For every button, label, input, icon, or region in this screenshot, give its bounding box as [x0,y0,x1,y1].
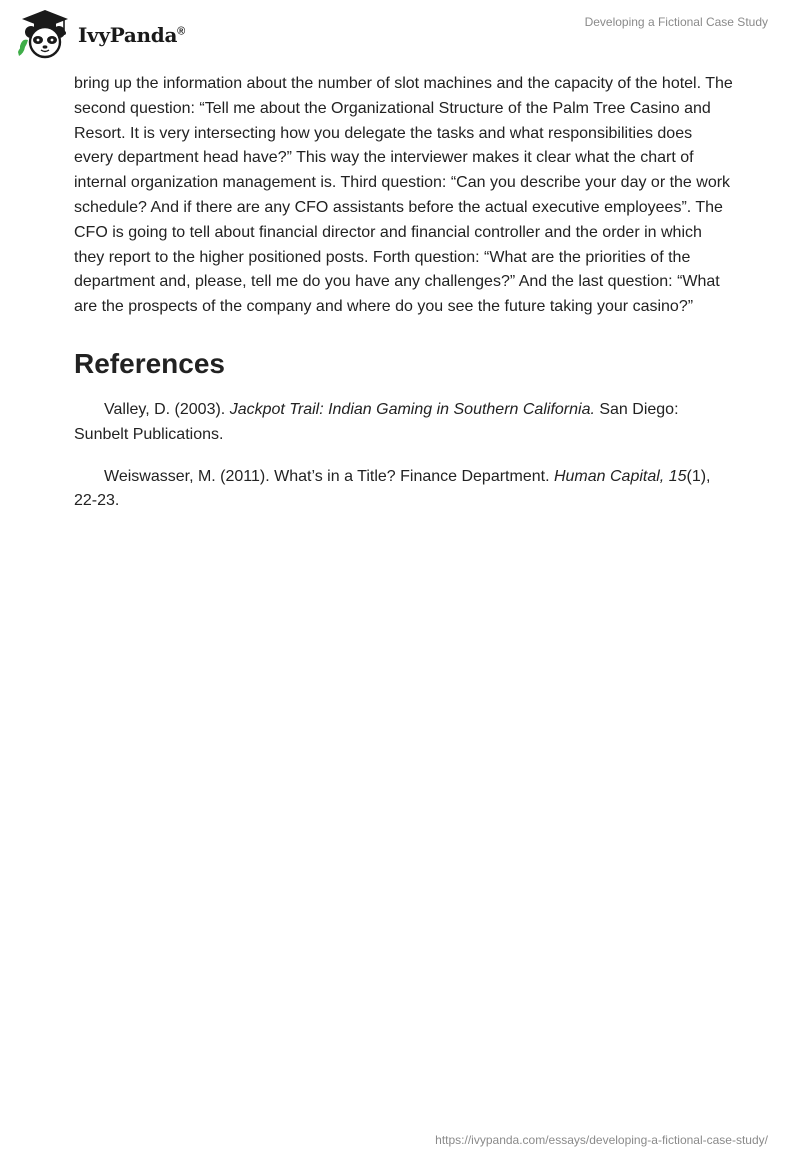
reference-tail: (1), 22-23. [74,467,711,510]
registered-mark: ® [177,25,185,38]
reference-lead: Weiswasser, M. (2011). What’s in a Title? Finance Department. [104,467,554,485]
references-heading: References [74,347,225,379]
brand-name: IvyPanda® [78,23,185,47]
reference-title: Jackpot Trail: Indian Gaming in Southern California. [229,400,595,418]
reference-tail: San Diego: Sunbelt Publications. [74,400,679,443]
reference-lead: Valley, D. (2003). [104,400,230,418]
running-title: Developing a Fictional Case Study [584,15,768,29]
reference-entry [74,398,734,448]
document-body [74,72,734,514]
brand-logo[interactable] [16,8,185,60]
reference-entry [74,465,734,515]
page-header [0,0,800,70]
body-paragraph: bring up the information about the number of slot machines and the capacity of the hotel. The second question: “Tell me about the Organizational Structure of the Palm Tree Casino and Resort. It is very intersecting how you delegate the tasks and what responsibilities does every department head have?” This way the interviewer makes it clear what the chart of internal organization management is. Third question: “Can you describe your day or the work schedule? And if there are any CFO assistants before the actual executive employees”. The CFO is going to tell about financial director and financial controller and the order in which they report to the higher positioned posts. Forth question: “What are the priorities of the department and, please, tell me do you have any challenges?” And the last question: “What are the prospects of the company and where do you see the future taking your casino?” [74,75,733,316]
reference-title: Human Capital, 15 [553,467,687,485]
footer-url[interactable]: https://ivypanda.com/essays/developing-a-fictional-case-study/ [435,1133,768,1147]
panda-graduate-icon [16,8,74,60]
